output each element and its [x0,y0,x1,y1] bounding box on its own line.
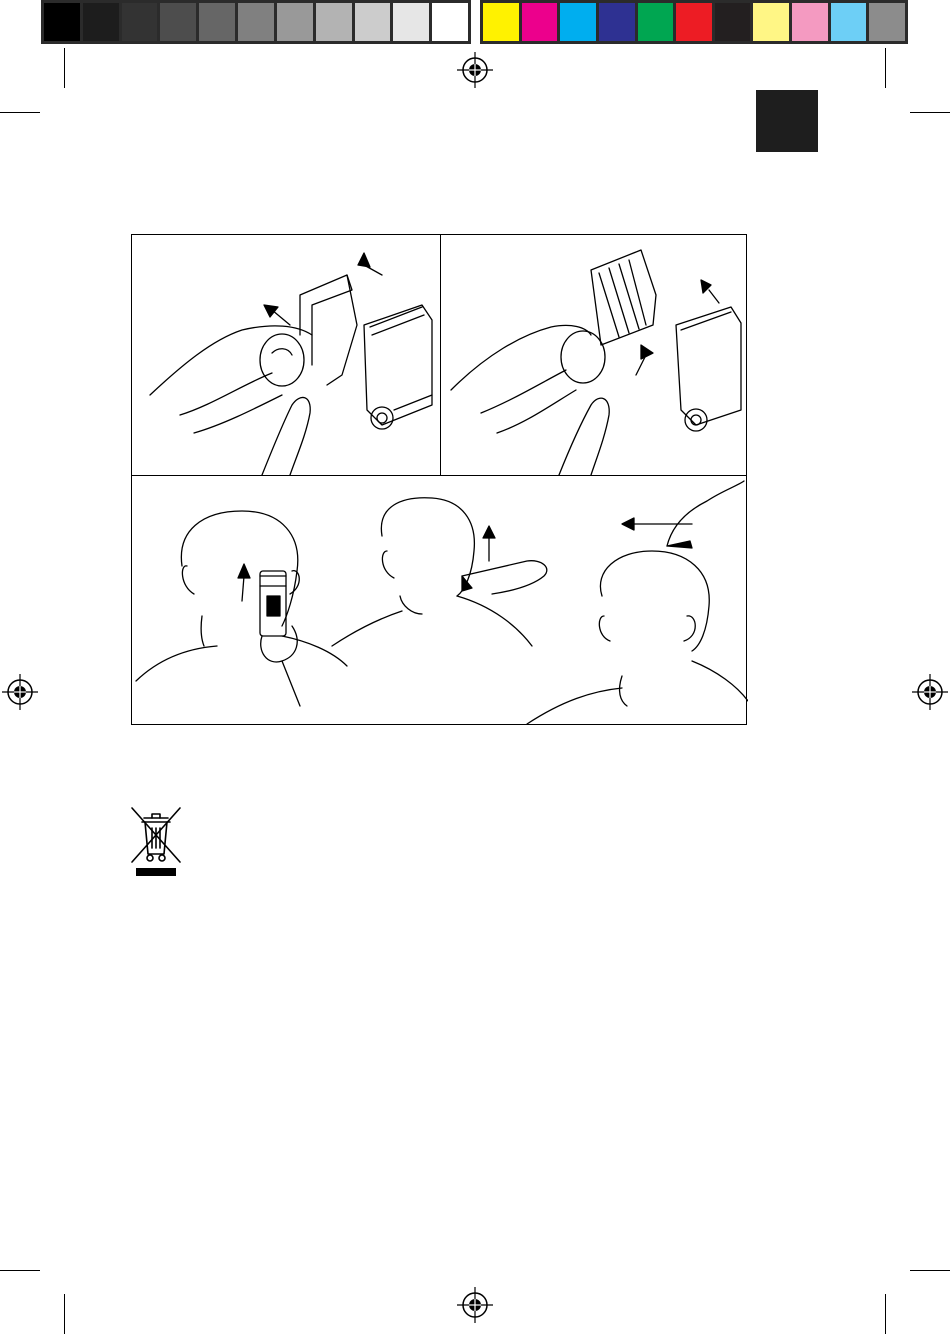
color-swatch [199,3,235,41]
registration-target-icon [455,50,495,90]
color-swatch [753,3,789,41]
color-swatch [160,3,196,41]
color-swatch [869,3,905,41]
registration-target-icon [0,672,40,712]
hand-attaching-comb-icon [441,235,748,477]
color-swatch [792,3,828,41]
color-swatch [83,3,119,41]
color-swatch [238,3,274,41]
color-swatch [122,3,158,41]
crop-mark [64,1294,65,1334]
color-swatch [355,3,391,41]
color-swatch [483,3,519,41]
crop-mark [910,112,950,113]
crop-mark [885,1294,886,1334]
illustration-haircut-steps [131,475,747,725]
color-swatch [638,3,674,41]
crop-mark [0,112,40,113]
crop-mark [885,48,886,88]
color-swatch [599,3,635,41]
color-swatch [676,3,712,41]
crop-mark [910,1270,950,1271]
gray-calibration-strip [41,0,471,44]
color-swatch [44,3,80,41]
section-tab [756,90,818,152]
hand-removing-blade-guard-icon [132,235,442,477]
crossed-out-wheelie-bin-icon [126,802,186,882]
color-swatch [316,3,352,41]
color-swatch [393,3,429,41]
color-calibration-strip [480,0,908,44]
color-swatch [522,3,558,41]
color-swatch [432,3,468,41]
crop-mark [64,48,65,88]
color-swatch [277,3,313,41]
registration-target-icon [910,672,950,712]
registration-target-icon [455,1285,495,1325]
illustration-remove-blade-guard [131,234,441,476]
color-swatch [831,3,867,41]
illustration-attach-comb [440,234,747,476]
crop-mark [0,1270,40,1271]
color-swatch [715,3,751,41]
haircut-steps-icon [132,476,748,726]
color-swatch [560,3,596,41]
